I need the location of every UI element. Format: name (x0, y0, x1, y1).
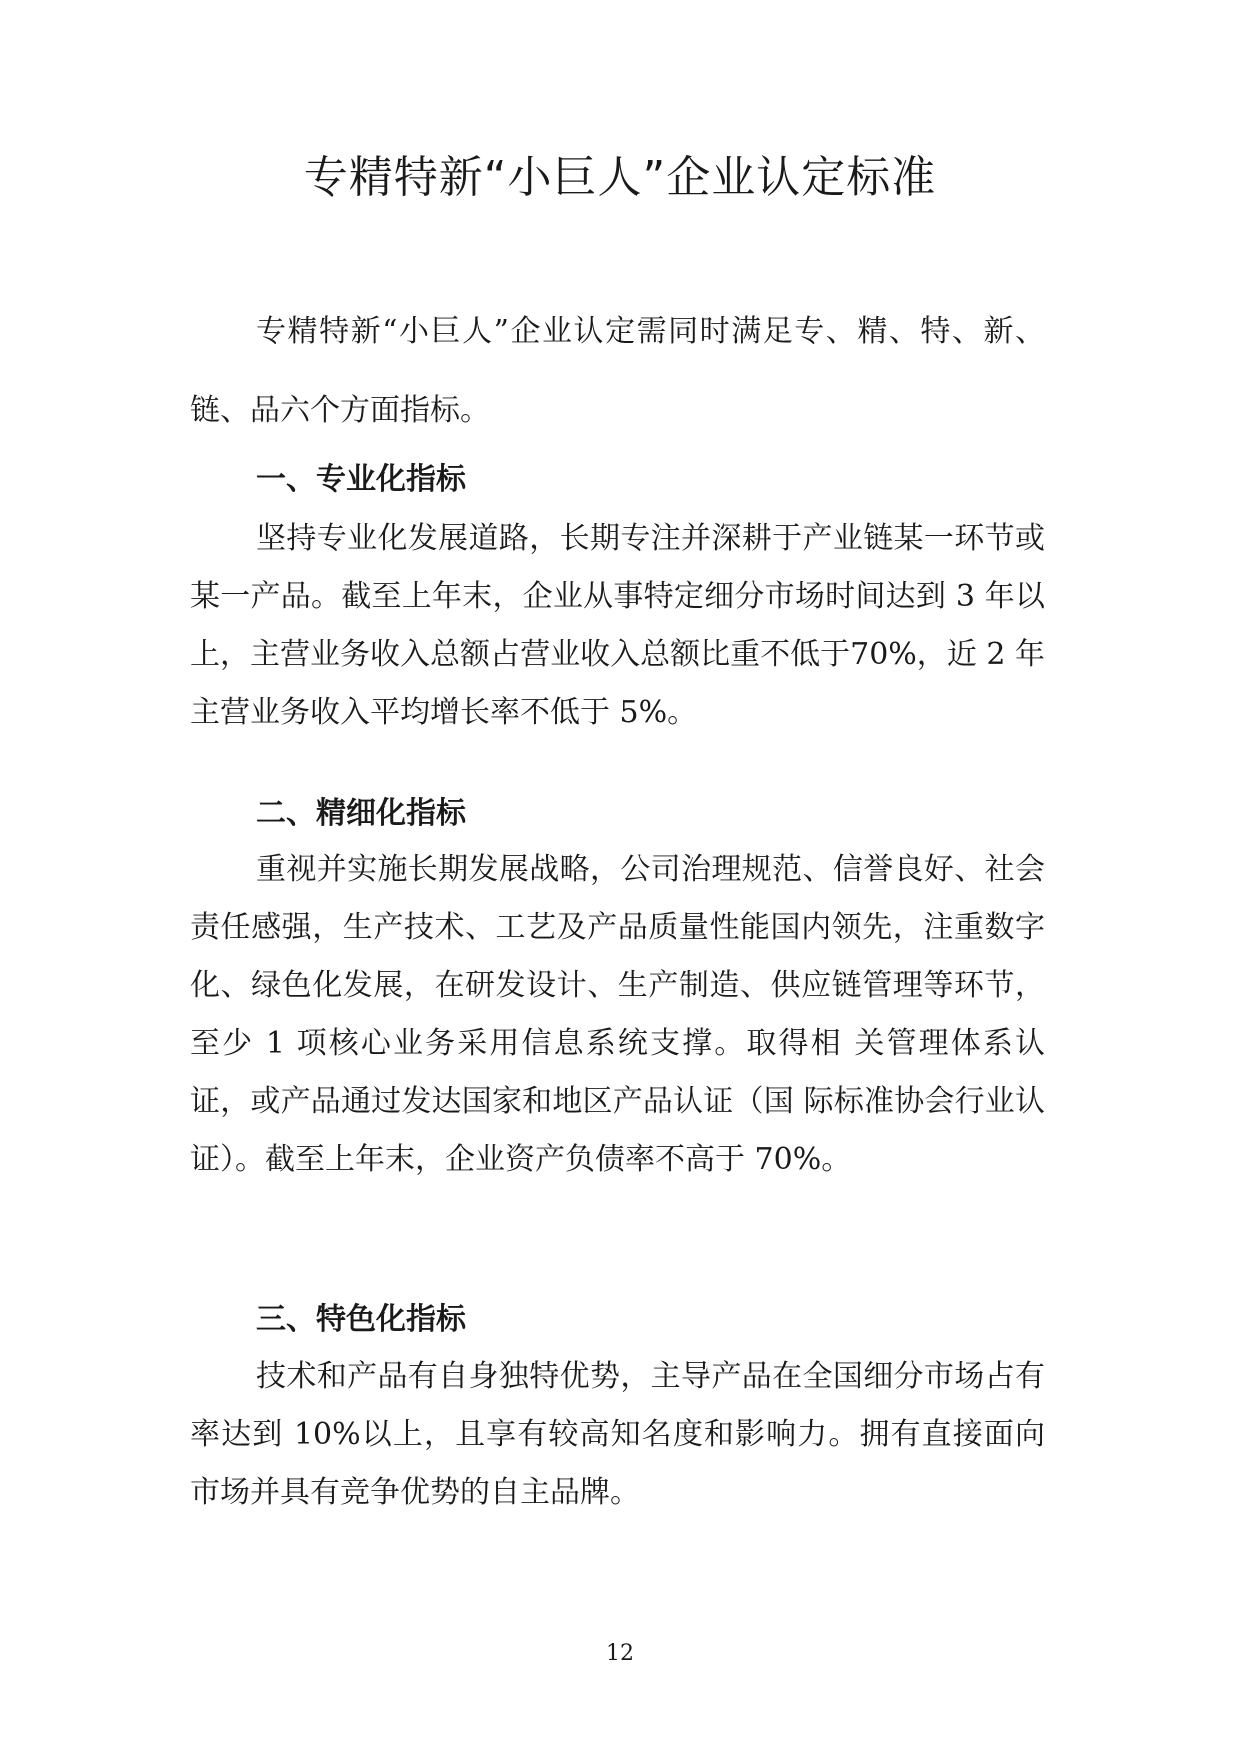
section-body-specialization: 坚持专业化发展道路，长期专注并深耕于产业链某一环节或某一产品。截至上年末，企业从事特定细分市场时间达到 3 年以上，主营业务收入总额占营业收入总额比重不低于70%，近 2 年主营业务收入平均增长率不低于 5%。 (190, 521, 1045, 730)
section-heading-specialization: 一、专业化指标 (256, 462, 466, 497)
section-body-distinctiveness: 技术和产品有自身独特优势，主导产品在全国细分市场占有率达到 10%以上，且享有较高知名度和影响力。拥有直接面向市场并具有竞争优势的自主品牌。 (190, 1359, 1045, 1510)
section-body-refinement: 重视并实施长期发展战略，公司治理规范、信誉良好、社会责任感强，生产技术、工艺及产品质量性能国内领先，注重数字化、绿色化发展，在研发设计、生产制造、供应链管理等环节，至少 1 项核心业务采用信息系统支撑。取得相 关管理体系认证，或产品通过发达国家和地区产品认证（国 际标准协会行业认证）。截至上年末，企业资产负债率不高于 70%。 (190, 852, 1045, 1177)
section-heading-distinctiveness: 三、特色化指标 (256, 1302, 466, 1337)
intro-paragraph: 专精特新“小巨人”企业认定需同时满足专、精、特、新、链、品六个方面指标。 (190, 314, 1045, 428)
document-title: 专精特新“小巨人”企业认定标准 (303, 152, 937, 203)
section-heading-refinement: 二、精细化指标 (256, 796, 466, 831)
page-number: 12 (606, 1641, 634, 1666)
